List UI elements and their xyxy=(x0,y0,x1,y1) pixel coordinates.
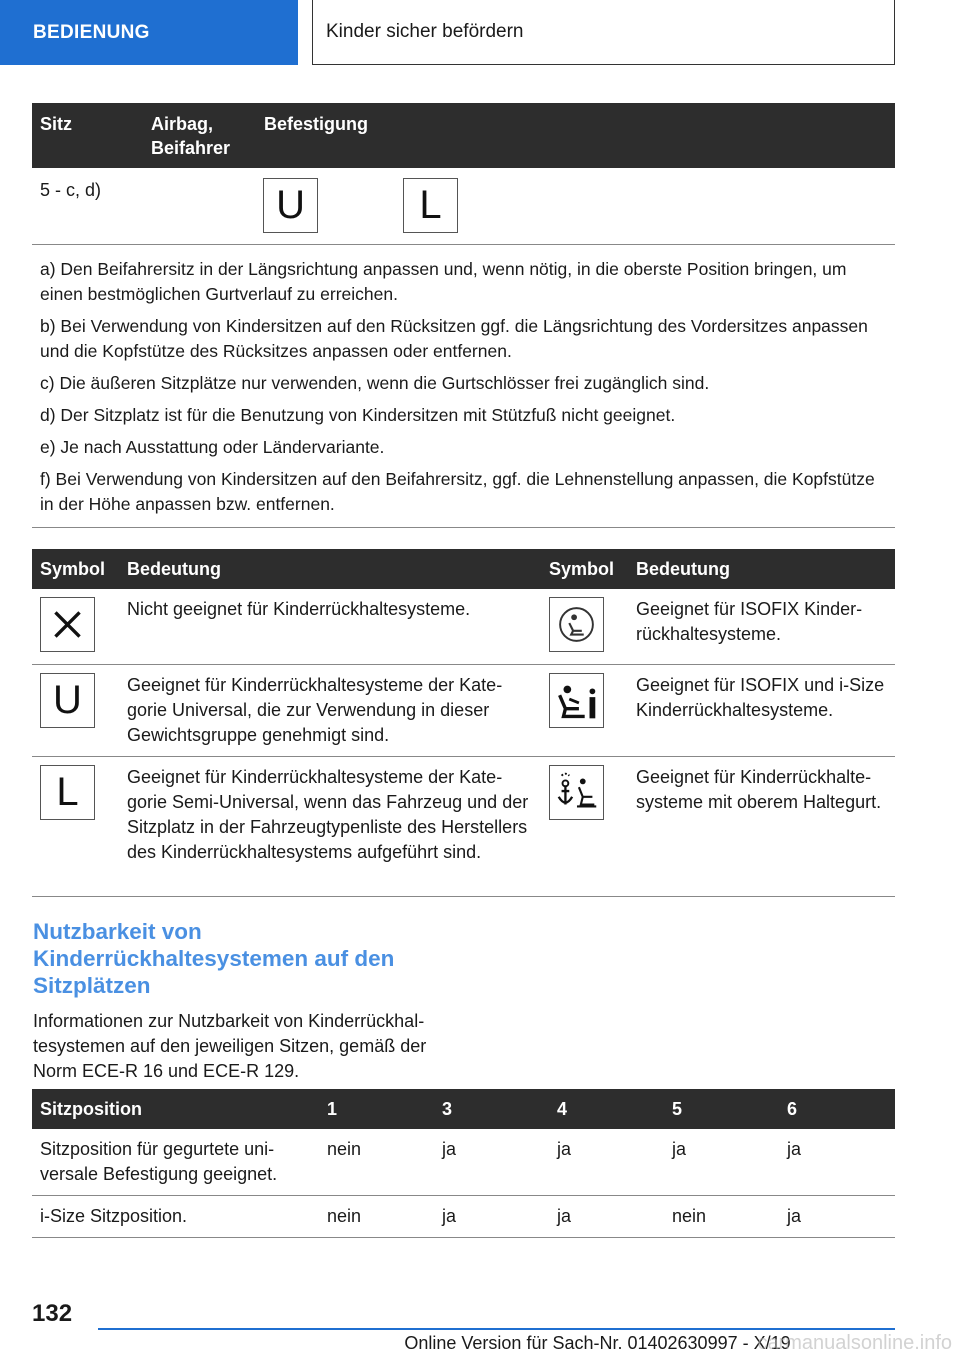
seat-cell: 5 - c, d) xyxy=(32,168,143,244)
table-row xyxy=(32,1196,895,1238)
position-value: ja xyxy=(549,1129,664,1196)
position-label: i-Size Sitzposition. xyxy=(32,1196,319,1238)
position-value: ja xyxy=(664,1129,779,1196)
isofix-icon xyxy=(549,597,604,652)
meaning-cell: Geeignet für ISOFIX und i-Size Kinderrückhaltesysteme. xyxy=(628,664,895,756)
note-f: f) Bei Verwendung von Kindersitzen auf den Beifahrersitz, ggf. die Lehnenstellung anpassen, die Kopfstütze in der Höhe anpassen bzw. entfernen. xyxy=(40,468,875,514)
table-row xyxy=(32,1129,895,1196)
col-header-sitzposition: Sitzposition xyxy=(32,1089,319,1129)
col-header-5: 5 xyxy=(664,1089,779,1129)
section-tab: BEDIENUNG xyxy=(0,0,298,65)
position-value: ja xyxy=(779,1196,895,1238)
col-header-1: 1 xyxy=(319,1089,434,1129)
position-value: ja xyxy=(434,1129,549,1196)
chapter-title: Kinder sicher befördern xyxy=(312,0,895,65)
col-header-symbol: Symbol xyxy=(32,549,119,589)
note-a: a) Den Beifahrersitz in der Längsrichtung anpassen und, wenn nötig, in die oberste Position bringen, um einen bestmöglichen Gurtverlauf zu erreichen. xyxy=(40,258,847,304)
online-version-note: Online Version für Sach-Nr. 01402630997 - X/19 xyxy=(404,1333,791,1353)
note-d: d) Der Sitzplatz ist für die Benutzung von Kindersitzen mit Stützfuß nicht geeignet. xyxy=(40,404,676,425)
col-header-bedeutung-2: Bedeutung xyxy=(628,549,895,589)
meaning-cell: Geeignet für ISOFIX Kinderrückhaltesysteme. xyxy=(628,589,895,664)
note-b: b) Bei Verwendung von Kindersitzen auf den Rücksitzen ggf. die Längsrichtung des Vordersitzes anpassen und die Kopfstütze des Rücksitzes anpassen oder entfernen. xyxy=(40,315,868,361)
u-universal-icon: U xyxy=(263,178,318,233)
meaning-cell: Geeignet für Kinderrückhaltesysteme der Kategorie Universal, die zur Verwendung in dieser Gewichtsgruppe genehmigt sind. xyxy=(119,664,541,756)
l-semi-universal-icon: L xyxy=(403,178,458,233)
notes-cell xyxy=(32,244,895,527)
table-row xyxy=(32,756,895,896)
meaning-cell: Geeignet für Kinderrückhaltesysteme mit oberem Haltegurt. xyxy=(628,756,895,896)
footer-divider xyxy=(98,1328,895,1330)
notes-row xyxy=(32,244,895,527)
col-header-symbol-2: Symbol xyxy=(541,549,628,589)
table-row xyxy=(32,589,895,664)
position-value: nein xyxy=(319,1196,434,1238)
symbol-cell xyxy=(541,589,628,664)
col-header-4: 4 xyxy=(549,1089,664,1129)
table-row xyxy=(32,664,895,756)
position-label: Sitzposition für gegurtete universale Befestigung geeignet. xyxy=(32,1129,319,1196)
seat-table xyxy=(32,103,895,528)
section-heading: Nutzbarkeit von Kinderrückhaltesystemen auf den Sitzplätzen xyxy=(33,919,395,998)
col-header-befestigung: Befestigung xyxy=(256,103,895,168)
col-header-bedeutung: Bedeutung xyxy=(119,549,541,589)
meaning-cell: Geeignet für Kinderrückhaltesysteme der Kategorie Semi-Universal, wenn das Fahrzeug und der Sitzplatz in der Fahrzeugtypenliste des Herstellers des Kinderrückhaltesystems aufgeführt sind. xyxy=(119,756,541,896)
note-e: e) Je nach Ausstattung oder Ländervariante. xyxy=(40,436,385,457)
table-row xyxy=(32,168,895,244)
col-header-airbag: Airbag, Beifahrer xyxy=(143,103,256,168)
symbol-cell xyxy=(541,756,628,896)
col-header-3: 3 xyxy=(434,1089,549,1129)
l-semi-universal-icon: L xyxy=(40,765,95,820)
watermark: carmanualsonline.info xyxy=(757,1332,952,1354)
col-header-6: 6 xyxy=(779,1089,895,1129)
position-value: ja xyxy=(779,1129,895,1196)
note-c: c) Die äußeren Sitzplätze nur verwenden, wenn die Gurtschlösser frei zugänglich sind. xyxy=(40,372,710,393)
position-value: nein xyxy=(664,1196,779,1238)
page-number: 132 xyxy=(32,1300,73,1327)
symbol-cell xyxy=(32,664,119,756)
u-universal-icon: U xyxy=(40,673,95,728)
symbol-table-header xyxy=(32,549,895,589)
symbol-cell xyxy=(32,589,119,664)
x-not-suitable-icon xyxy=(40,597,95,652)
symbol-cell xyxy=(32,756,119,896)
symbol-table xyxy=(32,549,895,897)
position-value: nein xyxy=(319,1129,434,1196)
col-header-sitz: Sitz xyxy=(32,103,143,168)
section-body: Informationen zur Nutzbarkeit von Kinderrückhaltesystemen auf den jeweiligen Sitzen, gemäß der Norm ECE-R 16 und ECE-R 129. xyxy=(33,1011,427,1081)
top-tether-icon xyxy=(549,765,604,820)
symbol-cell xyxy=(541,664,628,756)
isofix-i-size-icon xyxy=(549,673,604,728)
fastening-cell xyxy=(143,168,895,244)
position-table xyxy=(32,1089,895,1238)
position-table-header xyxy=(32,1089,895,1129)
position-value: ja xyxy=(434,1196,549,1238)
position-value: ja xyxy=(549,1196,664,1238)
seat-table-header xyxy=(32,103,895,168)
meaning-cell: Nicht geeignet für Kinderrückhaltesysteme. xyxy=(119,589,541,664)
